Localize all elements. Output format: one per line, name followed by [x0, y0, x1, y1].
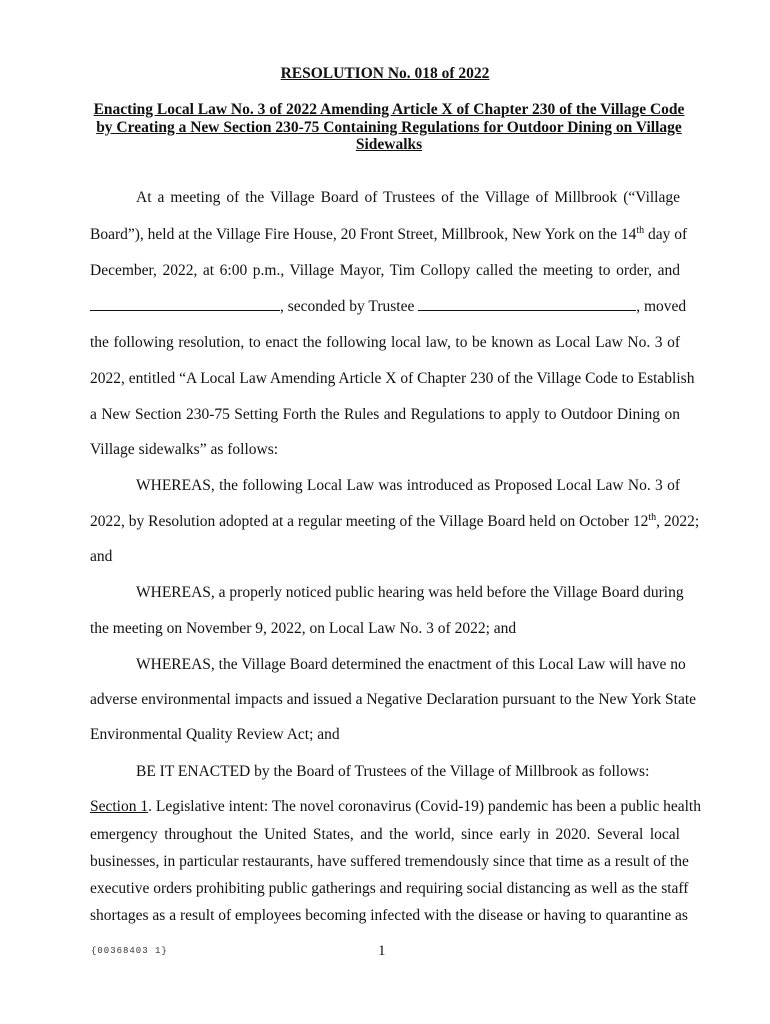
- body-line: the meeting on November 9, 2022, on Local Law No. 3 of 2022; and: [90, 620, 517, 637]
- section-label: Section 1: [90, 798, 149, 815]
- body-line: Environmental Quality Review Act; and: [90, 726, 340, 743]
- body-line: the following resolution, to enact the following local law, to be known as Local Law No. 3 of: [90, 334, 680, 351]
- superscript: th: [648, 512, 657, 523]
- body-line: BE IT ENACTED by the Board of Trustees of the Village of Millbrook as follows:: [136, 763, 650, 780]
- text-run: , seconded by Trustee: [280, 298, 419, 315]
- document-code: {00368403 1}: [91, 946, 168, 956]
- resolution-subtitle: [92, 101, 686, 154]
- text-run: , 2022;: [656, 513, 700, 530]
- text-run: Board”), held at the Village Fire House, 20 Front Street, Millbrook, New York on the 14: [90, 226, 637, 243]
- body-line: [90, 225, 688, 245]
- text-run: 2022, by Resolution adopted at a regular meeting of the Village Board held on October 12: [90, 513, 649, 530]
- subtitle-line: by Creating a New Section 230-75 Containing Regulations for Outdoor Dining on Village: [96, 118, 682, 136]
- body-line: At a meeting of the Village Board of Trustees of the Village of Millbrook (“Village: [136, 189, 680, 206]
- body-line: shortages as a result of employees becoming infected with the disease or having to quarantine as: [90, 907, 688, 924]
- signature-blank: [90, 298, 280, 311]
- body-line: and: [90, 548, 113, 565]
- body-line: WHEREAS, the following Local Law was introduced as Proposed Local Law No. 3 of: [136, 477, 680, 494]
- body-line: December, 2022, at 6:00 p.m., Village Mayor, Tim Collopy called the meeting to order, and: [90, 262, 680, 279]
- page-number: 1: [378, 943, 386, 959]
- resolution-title: RESOLUTION No. 018 of 2022: [280, 65, 490, 82]
- body-line: adverse environmental impacts and issued a Negative Declaration pursuant to the New York State: [90, 691, 697, 708]
- body-line: 2022, entitled “A Local Law Amending Article X of Chapter 230 of the Village Code to Establish: [90, 370, 695, 387]
- body-line: Village sidewalks” as follows:: [90, 441, 279, 458]
- superscript: th: [636, 225, 645, 236]
- body-line: [90, 297, 687, 317]
- body-line: [90, 797, 701, 817]
- body-line: WHEREAS, the Village Board determined the enactment of this Local Law will have no: [136, 656, 686, 673]
- body-line: a New Section 230-75 Setting Forth the Rules and Regulations to apply to Outdoor Dining on: [90, 406, 680, 423]
- body-line: WHEREAS, a properly noticed public hearing was held before the Village Board during: [136, 584, 684, 601]
- text-run: day of: [644, 226, 688, 243]
- text-run: , moved: [636, 298, 687, 315]
- subtitle-line: Sidewalks: [355, 136, 423, 153]
- body-line: executive orders prohibiting public gatherings and requiring social distancing as well as the staff: [90, 880, 689, 897]
- body-line: emergency throughout the United States, and the world, since early in 2020. Several local: [90, 826, 680, 843]
- signature-blank: [418, 298, 636, 311]
- subtitle-line: Enacting Local Law No. 3 of 2022 Amending Article X of Chapter 230 of the Village Code: [93, 101, 685, 118]
- body-line: businesses, in particular restaurants, have suffered tremendously since that time as a result of the: [90, 853, 689, 870]
- text-run: . Legislative intent: The novel coronavirus (Covid-19) pandemic has been a public health: [148, 798, 701, 815]
- body-line: [90, 512, 700, 532]
